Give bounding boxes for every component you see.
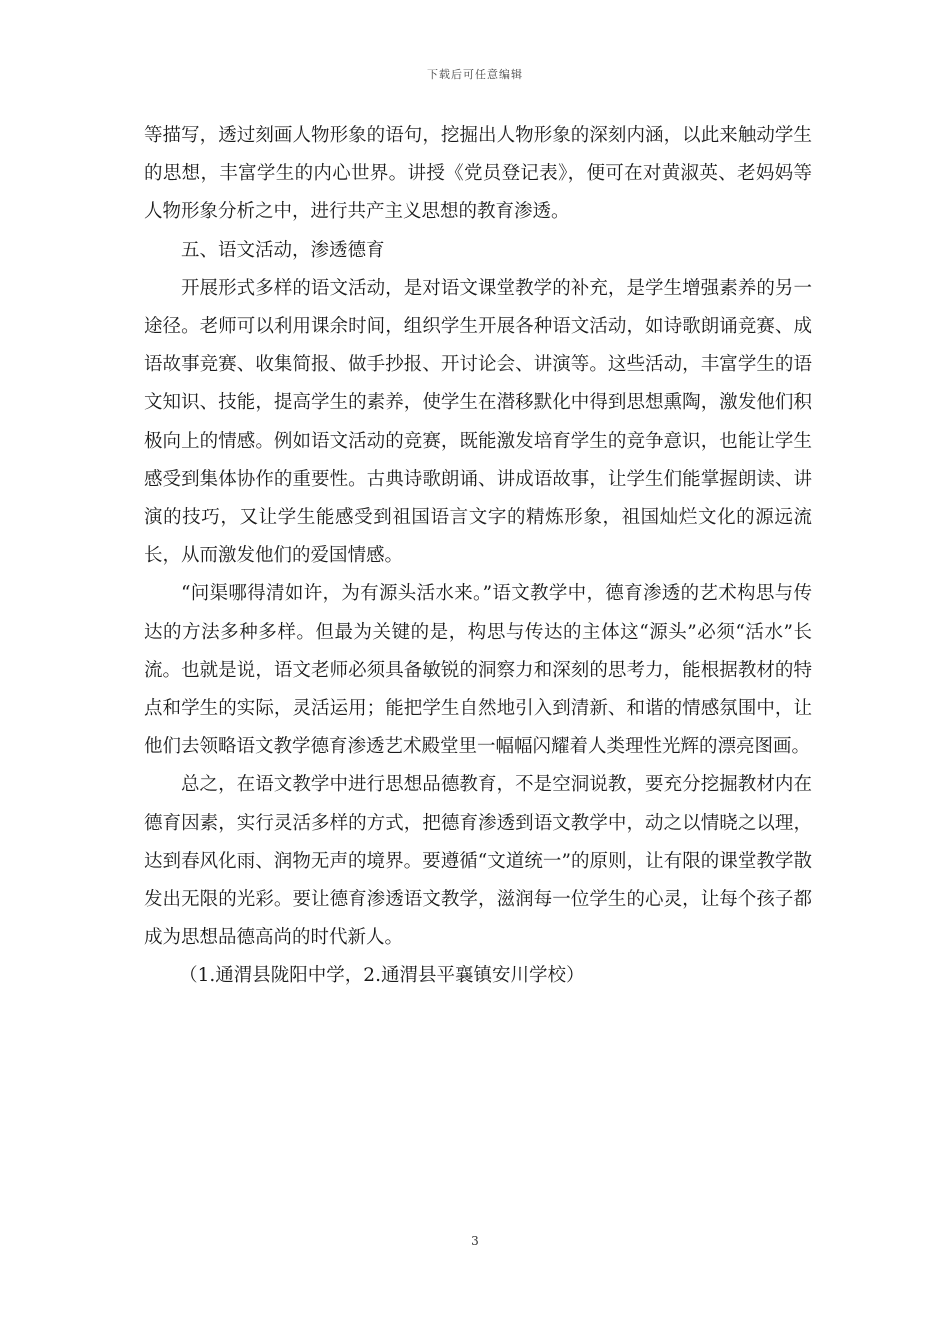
paragraph-continuation: 等描写，透过刻画人物形象的语句，挖掘出人物形象的深刻内涵，以此来触动学生的思想，丰富学生的内心世界。讲授《党员登记表》，便可在对黄淑英、老妈妈等人物形象分析之中，进行共产主义思想的教育渗透。 — [144, 125, 812, 223]
document-body — [144, 117, 812, 996]
paragraph-language-activities: 开展形式多样的语文活动，是对语文课堂教学的补充，是学生增强素养的另一途径。老师可以利用课余时间，组织学生开展各种语文活动，如诗歌朗诵竞赛、成语故事竞赛、收集简报、做手抄报、开讨论会、讲演等。这些活动，丰富学生的语文知识、技能，提高学生的素养，使学生在潜移默化中得到思想熏陶，激发他们积极向上的情感。例如语文活动的竞赛，既能激发培育学生的竞争意识，也能让学生感受到集体协作的重要性。古典诗歌朗诵、讲成语故事，让学生们能掌握朗读、讲演的技巧，又让学生能感受到祖国语言文字的精炼形象，祖国灿烂文化的源远流长，从而激发他们的爱国情感。 — [144, 277, 812, 567]
paragraph-conclusion: 总之，在语文教学中进行思想品德教育，不是空洞说教，要充分挖掘教材内在德育因素，实行灵活多样的方式，把德育渗透到语文教学中，动之以情晓之以理，达到春风化雨、润物无声的境界。要遵循“文道统一”的原则，让有限的课堂教学散发出无限的光彩。要让德育渗透语文教学，滋润每一位学生的心灵，让每个孩子都成为思想品德高尚的时代新人。 — [144, 774, 812, 949]
paragraph-source-water: “问渠哪得清如许，为有源头活水来。”语文教学中，德育渗透的艺术构思与传达的方法多种多样。但最为关键的是，构思与传达的主体这“源头”必须“活水”长流。也就是说，语文老师必须具备敏锐的洞察力和深刻的思考力，能根据教材的特点和学生的实际，灵活运用；能把学生自然地引入到清新、和谐的情感氛围中，让他们去领略语文教学德育渗透艺术殿堂里一幅幅闪耀着人类理性光辉的漂亮图画。 — [144, 583, 812, 758]
header-note: 下载后可任意编辑 — [427, 68, 523, 81]
page-number: 3 — [471, 1234, 479, 1248]
section-heading-5: 五、语文活动，渗透德育 — [181, 239, 385, 261]
author-affiliation: （1.通渭县陇阳中学，2.通渭县平襄镇安川学校） — [179, 965, 585, 987]
